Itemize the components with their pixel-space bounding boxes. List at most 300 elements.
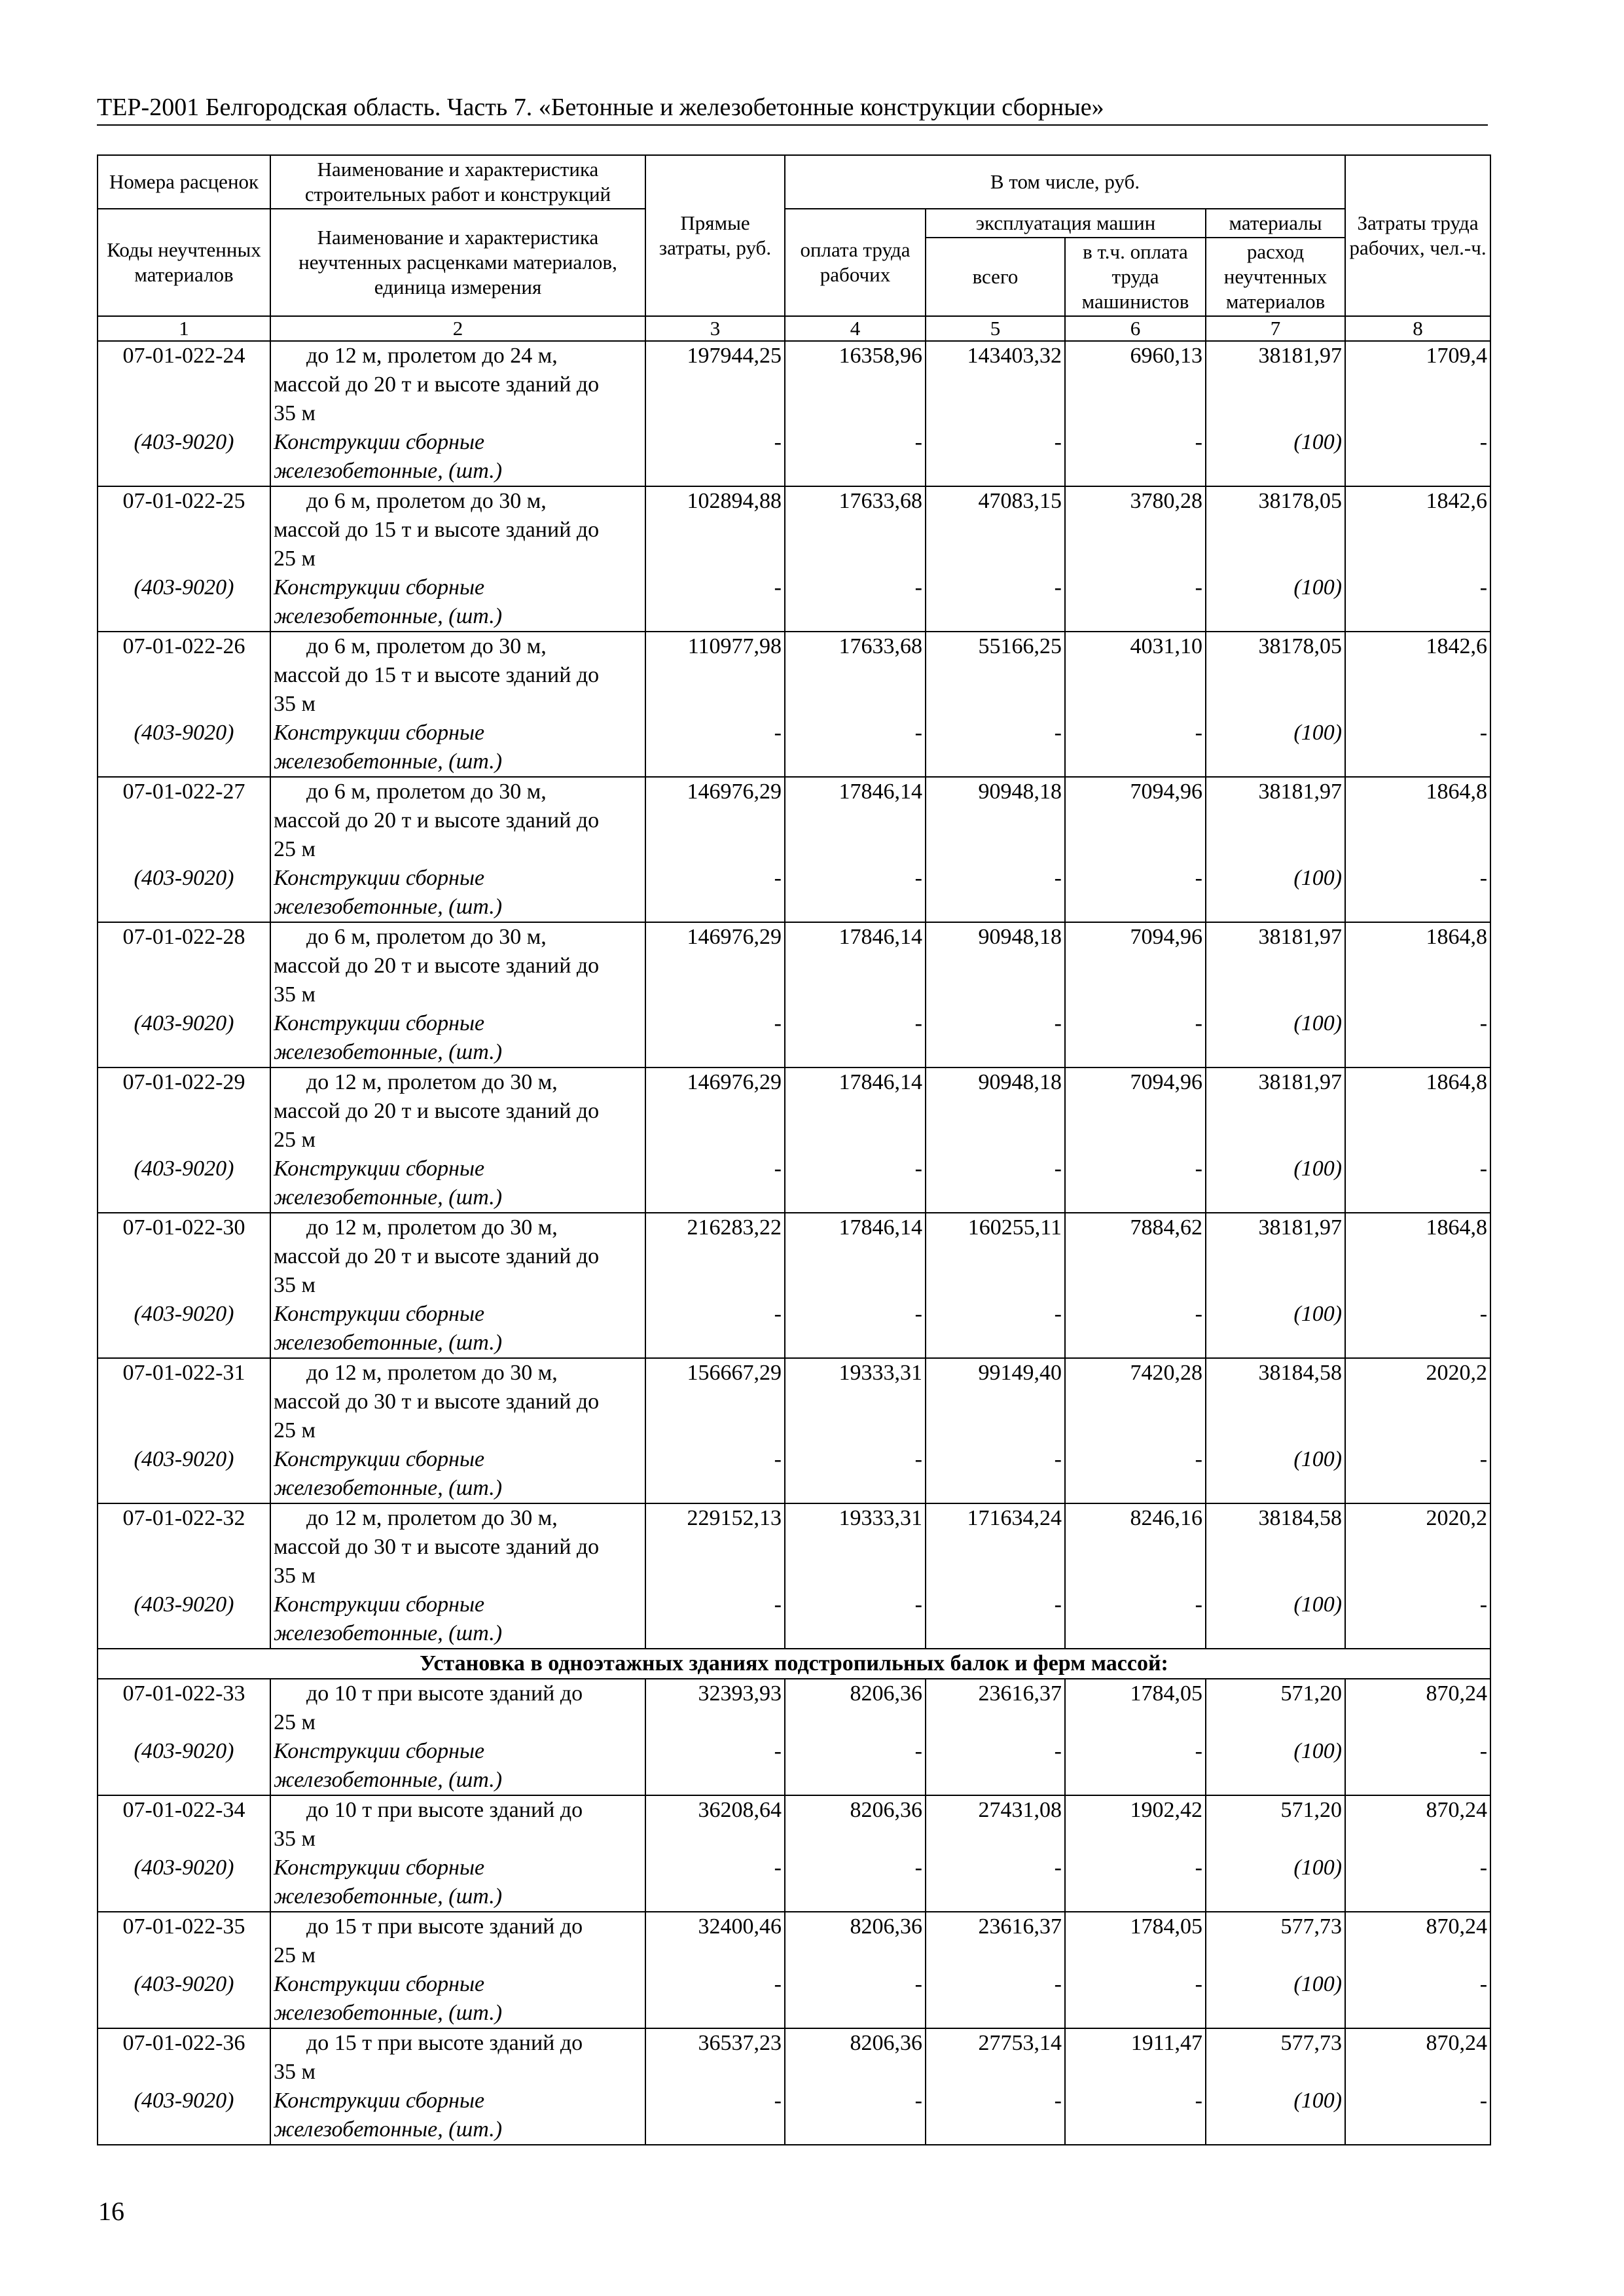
direct-costs-value: 110977,98	[687, 634, 782, 658]
materials-cell	[1206, 2028, 1345, 2145]
material-description-line: железобетонные, (шт.)	[274, 749, 503, 774]
worker-pay-cell	[785, 1213, 926, 1358]
machines-total-value: 90948,18	[978, 780, 1062, 804]
work-description-line: массой до 15 т и высоте зданий до	[274, 518, 600, 542]
worker-pay-cell	[785, 1358, 926, 1503]
labor-hours-cell	[1345, 1679, 1490, 1795]
description-cell	[270, 1067, 645, 1213]
machinist-pay-material-value: -	[1195, 1856, 1202, 1880]
material-code: (403-9020)	[134, 1011, 234, 1035]
work-description-line: 35 м	[274, 692, 316, 716]
work-description-line: 35 м	[274, 1273, 316, 1297]
worker-pay-value: 8206,36	[850, 1798, 922, 1822]
machines-total-material-value: -	[1054, 430, 1062, 454]
materials-cell	[1206, 1213, 1345, 1358]
rate-code: 07-01-022-25	[122, 489, 245, 513]
direct-costs-value: 229152,13	[687, 1506, 782, 1530]
column-number: 4	[785, 316, 926, 341]
description-cell	[270, 1503, 645, 1649]
direct-costs-value: 146976,29	[687, 1070, 782, 1094]
worker-pay-cell	[785, 922, 926, 1067]
table-row	[98, 922, 1490, 1067]
worker-pay-material-value: -	[914, 1592, 922, 1617]
material-description-line: Конструкции сборные	[274, 1302, 485, 1326]
direct-costs-material-value: -	[774, 1302, 782, 1326]
work-description-line: до 12 м, пролетом до 30 м,	[306, 1506, 558, 1530]
materials-value: 577,73	[1280, 2031, 1343, 2055]
worker-pay-material-value: -	[914, 1972, 922, 1996]
machines-total-cell	[926, 1679, 1065, 1795]
material-code: (403-9020)	[134, 575, 234, 600]
worker-pay-material-value: -	[914, 1302, 922, 1326]
material-description-line: Конструкции сборные	[274, 1739, 485, 1763]
worker-pay-material-value: -	[914, 430, 922, 454]
machinist-pay-material-value: -	[1195, 2089, 1202, 2113]
machines-total-material-value: -	[1054, 1011, 1062, 1035]
description-cell	[270, 632, 645, 777]
machines-total-material-value: -	[1054, 1972, 1062, 1996]
table-row	[98, 1503, 1490, 1649]
labor-hours-material-value: -	[1479, 575, 1488, 600]
rates-table	[97, 154, 1491, 2145]
machinist-pay-cell	[1065, 1679, 1206, 1795]
materials-material-value: (100)	[1293, 1157, 1343, 1181]
material-code: (403-9020)	[134, 1972, 234, 1996]
direct-costs-value: 216283,22	[687, 1215, 782, 1240]
header-rate-numbers: Номера расценок	[98, 155, 270, 209]
machines-total-cell	[926, 1358, 1065, 1503]
direct-costs-value: 32393,93	[698, 1681, 782, 1706]
machinist-pay-value: 1784,05	[1130, 1914, 1202, 1939]
work-description-line: 25 м	[274, 1418, 316, 1443]
materials-value: 38181,97	[1258, 1070, 1343, 1094]
header-direct-costs: Прямые затраты, руб.	[645, 155, 785, 316]
rate-code: 07-01-022-32	[122, 1506, 245, 1530]
direct-costs-value: 156667,29	[687, 1361, 782, 1385]
rate-code: 07-01-022-35	[122, 1914, 245, 1939]
work-description-line: 35 м	[274, 401, 316, 425]
machines-total-material-value: -	[1054, 866, 1062, 890]
rate-code: 07-01-022-36	[122, 2031, 245, 2055]
labor-hours-cell	[1345, 1213, 1490, 1358]
material-description-line: Конструкции сборные	[274, 866, 485, 890]
materials-material-value: (100)	[1293, 1739, 1343, 1763]
table-row	[98, 2028, 1490, 2145]
labor-hours-value: 870,24	[1426, 1914, 1488, 1939]
description-cell	[270, 2028, 645, 2145]
labor-hours-cell	[1345, 1358, 1490, 1503]
material-description-line: железобетонные, (шт.)	[274, 1621, 503, 1645]
worker-pay-material-value: -	[914, 1011, 922, 1035]
rate-code: 07-01-022-31	[122, 1361, 245, 1385]
machines-total-value: 47083,15	[978, 489, 1062, 513]
material-description-line: железобетонные, (шт.)	[274, 1185, 503, 1210]
labor-hours-value: 1864,8	[1426, 1215, 1488, 1240]
direct-costs-material-value: -	[774, 1157, 782, 1181]
section-title: Установка в одноэтажных зданиях подстропильных балок и ферм массой:	[98, 1649, 1490, 1679]
direct-costs-material-value: -	[774, 1011, 782, 1035]
worker-pay-value: 8206,36	[850, 1681, 922, 1706]
machines-total-cell	[926, 632, 1065, 777]
machines-total-material-value: -	[1054, 1302, 1062, 1326]
table-row	[98, 777, 1490, 922]
material-description-line: Конструкции сборные	[274, 1972, 485, 1996]
worker-pay-material-value: -	[914, 721, 922, 745]
worker-pay-cell	[785, 1067, 926, 1213]
page-title: ТЕР-2001 Белгородская область. Часть 7. «Бетонные и железобетонные конструкции сборные»	[97, 93, 1488, 126]
header-including: В том числе, руб.	[785, 155, 1345, 209]
materials-value: 38184,58	[1258, 1506, 1343, 1530]
labor-hours-value: 1864,8	[1426, 1070, 1488, 1094]
labor-hours-cell	[1345, 486, 1490, 632]
work-description-line: до 12 м, пролетом до 30 м,	[306, 1215, 558, 1240]
labor-hours-value: 1864,8	[1426, 780, 1488, 804]
labor-hours-material-value: -	[1479, 430, 1488, 454]
material-description-line: Конструкции сборные	[274, 2089, 485, 2113]
labor-hours-value: 870,24	[1426, 1681, 1488, 1706]
materials-value: 38178,05	[1258, 489, 1343, 513]
labor-hours-cell	[1345, 2028, 1490, 2145]
labor-hours-value: 2020,2	[1426, 1361, 1488, 1385]
material-description-line: Конструкции сборные	[274, 1011, 485, 1035]
rate-code: 07-01-022-28	[122, 925, 245, 949]
work-description-line: 25 м	[274, 1128, 316, 1152]
material-code: (403-9020)	[134, 1592, 234, 1617]
machines-total-value: 90948,18	[978, 1070, 1062, 1094]
description-cell	[270, 922, 645, 1067]
labor-hours-value: 1842,6	[1426, 634, 1488, 658]
direct-costs-value: 32400,46	[698, 1914, 782, 1939]
work-description-line: 35 м	[274, 982, 316, 1007]
work-description-line: до 6 м, пролетом до 30 м,	[306, 489, 547, 513]
rate-code: 07-01-022-33	[122, 1681, 245, 1706]
machinist-pay-cell	[1065, 1795, 1206, 1912]
description-cell	[270, 1795, 645, 1912]
machinist-pay-material-value: -	[1195, 430, 1202, 454]
materials-value: 38181,97	[1258, 780, 1343, 804]
rate-code-cell	[98, 632, 270, 777]
machinist-pay-value: 7094,96	[1130, 780, 1202, 804]
direct-costs-cell	[645, 1912, 785, 2028]
table-row	[98, 1679, 1490, 1795]
material-description-line: железобетонные, (шт.)	[274, 1768, 503, 1792]
materials-cell	[1206, 1503, 1345, 1649]
work-description-line: 25 м	[274, 837, 316, 861]
machinist-pay-material-value: -	[1195, 1302, 1202, 1326]
material-description-line: железобетонные, (шт.)	[274, 2117, 503, 2142]
worker-pay-cell	[785, 341, 926, 486]
table-row	[98, 1912, 1490, 2028]
worker-pay-material-value: -	[914, 1157, 922, 1181]
worker-pay-cell	[785, 1679, 926, 1795]
worker-pay-value: 8206,36	[850, 2031, 922, 2055]
direct-costs-material-value: -	[774, 2089, 782, 2113]
material-code: (403-9020)	[134, 430, 234, 454]
header-machines-total: всего	[926, 238, 1065, 316]
material-description-line: железобетонные, (шт.)	[274, 1884, 503, 1909]
material-code: (403-9020)	[134, 721, 234, 745]
machinist-pay-value: 7094,96	[1130, 925, 1202, 949]
materials-value: 38181,97	[1258, 1215, 1343, 1240]
machinist-pay-value: 7094,96	[1130, 1070, 1202, 1094]
labor-hours-material-value: -	[1479, 1157, 1488, 1181]
machines-total-cell	[926, 1912, 1065, 2028]
header-machines: эксплуатация машин	[926, 209, 1206, 238]
machinist-pay-material-value: -	[1195, 1447, 1202, 1471]
labor-hours-material-value: -	[1479, 721, 1488, 745]
section-row	[98, 1649, 1490, 1679]
machinist-pay-cell	[1065, 1213, 1206, 1358]
machinist-pay-cell	[1065, 922, 1206, 1067]
machines-total-cell	[926, 1213, 1065, 1358]
labor-hours-material-value: -	[1479, 1447, 1488, 1471]
rate-code-cell	[98, 1795, 270, 1912]
worker-pay-cell	[785, 486, 926, 632]
machinist-pay-cell	[1065, 1067, 1206, 1213]
rate-code-cell	[98, 777, 270, 922]
worker-pay-value: 17633,68	[839, 634, 922, 658]
materials-cell	[1206, 486, 1345, 632]
worker-pay-material-value: -	[914, 866, 922, 890]
worker-pay-cell	[785, 1912, 926, 2028]
machines-total-value: 171634,24	[967, 1506, 1062, 1530]
machines-total-value: 99149,40	[978, 1361, 1062, 1385]
direct-costs-value: 36537,23	[698, 2031, 782, 2055]
machines-total-value: 90948,18	[978, 925, 1062, 949]
column-number: 3	[645, 316, 785, 341]
labor-hours-value: 1709,4	[1426, 344, 1488, 368]
description-cell	[270, 1912, 645, 2028]
direct-costs-material-value: -	[774, 1592, 782, 1617]
table-row	[98, 1213, 1490, 1358]
materials-material-value: (100)	[1293, 1856, 1343, 1880]
labor-hours-material-value: -	[1479, 1972, 1488, 1996]
labor-hours-cell	[1345, 777, 1490, 922]
direct-costs-material-value: -	[774, 1856, 782, 1880]
work-description-line: до 12 м, пролетом до 24 м,	[306, 344, 558, 368]
direct-costs-material-value: -	[774, 721, 782, 745]
machines-total-value: 143403,32	[967, 344, 1062, 368]
machines-total-material-value: -	[1054, 1447, 1062, 1471]
machines-total-material-value: -	[1054, 575, 1062, 600]
machines-total-material-value: -	[1054, 1739, 1062, 1763]
rate-code: 07-01-022-24	[122, 344, 245, 368]
rate-code-cell	[98, 2028, 270, 2145]
rate-code: 07-01-022-30	[122, 1215, 245, 1240]
materials-material-value: (100)	[1293, 1447, 1343, 1471]
materials-cell	[1206, 1358, 1345, 1503]
materials-material-value: (100)	[1293, 1302, 1343, 1326]
labor-hours-cell	[1345, 1503, 1490, 1649]
material-description-line: Конструкции сборные	[274, 1447, 485, 1471]
description-cell	[270, 341, 645, 486]
direct-costs-value: 36208,64	[698, 1798, 782, 1822]
machinist-pay-material-value: -	[1195, 721, 1202, 745]
material-description-line: Конструкции сборные	[274, 1856, 485, 1880]
machines-total-value: 23616,37	[978, 1681, 1062, 1706]
worker-pay-material-value: -	[914, 575, 922, 600]
header-materials: материалы	[1206, 209, 1345, 238]
materials-material-value: (100)	[1293, 866, 1343, 890]
direct-costs-cell	[645, 1213, 785, 1358]
material-description-line: Конструкции сборные	[274, 1157, 485, 1181]
direct-costs-cell	[645, 922, 785, 1067]
materials-cell	[1206, 1795, 1345, 1912]
direct-costs-cell	[645, 1067, 785, 1213]
description-cell	[270, 486, 645, 632]
labor-hours-cell	[1345, 1912, 1490, 2028]
direct-costs-value: 146976,29	[687, 925, 782, 949]
direct-costs-cell	[645, 341, 785, 486]
rate-code: 07-01-022-34	[122, 1798, 245, 1822]
machines-total-cell	[926, 341, 1065, 486]
machinist-pay-value: 1911,47	[1130, 2031, 1202, 2055]
materials-material-value: (100)	[1293, 430, 1343, 454]
material-code: (403-9020)	[134, 1739, 234, 1763]
material-description-line: железобетонные, (шт.)	[274, 1476, 503, 1500]
table-body-2	[98, 1679, 1490, 2145]
machines-total-cell	[926, 922, 1065, 1067]
description-cell	[270, 1358, 645, 1503]
machinist-pay-value: 8246,16	[1130, 1506, 1202, 1530]
rate-code-cell	[98, 1912, 270, 2028]
machinist-pay-material-value: -	[1195, 1157, 1202, 1181]
machines-total-value: 160255,11	[967, 1215, 1062, 1240]
materials-material-value: (100)	[1293, 1592, 1343, 1617]
machinist-pay-cell	[1065, 1912, 1206, 2028]
work-description-line: массой до 20 т и высоте зданий до	[274, 808, 600, 833]
material-code: (403-9020)	[134, 866, 234, 890]
direct-costs-cell	[645, 1503, 785, 1649]
rate-code-cell	[98, 1358, 270, 1503]
materials-value: 38184,58	[1258, 1361, 1343, 1385]
machinist-pay-value: 1902,42	[1130, 1798, 1202, 1822]
materials-value: 571,20	[1280, 1798, 1343, 1822]
materials-value: 571,20	[1280, 1681, 1343, 1706]
work-description-line: до 10 т при высоте зданий до	[306, 1681, 583, 1706]
machinist-pay-cell	[1065, 777, 1206, 922]
materials-material-value: (100)	[1293, 721, 1343, 745]
direct-costs-material-value: -	[774, 866, 782, 890]
column-number: 6	[1065, 316, 1206, 341]
column-number: 2	[270, 316, 645, 341]
materials-cell	[1206, 1067, 1345, 1213]
machines-total-cell	[926, 777, 1065, 922]
header-machinist-pay: в т.ч. оплата труда машинистов	[1065, 238, 1206, 316]
direct-costs-value: 146976,29	[687, 780, 782, 804]
direct-costs-cell	[645, 1679, 785, 1795]
table-row	[98, 486, 1490, 632]
materials-material-value: (100)	[1293, 1011, 1343, 1035]
worker-pay-cell	[785, 2028, 926, 2145]
materials-material-value: (100)	[1293, 2089, 1343, 2113]
rate-code-cell	[98, 1679, 270, 1795]
rate-code: 07-01-022-26	[122, 634, 245, 658]
work-description-line: до 12 м, пролетом до 30 м,	[306, 1070, 558, 1094]
materials-value: 38178,05	[1258, 634, 1343, 658]
materials-value: 38181,97	[1258, 344, 1343, 368]
direct-costs-material-value: -	[774, 430, 782, 454]
machinist-pay-cell	[1065, 2028, 1206, 2145]
material-description-line: Конструкции сборные	[274, 721, 485, 745]
worker-pay-value: 16358,96	[839, 344, 922, 368]
machines-total-value: 27753,14	[978, 2031, 1062, 2055]
work-description-line: 35 м	[274, 1564, 316, 1588]
material-description-line: железобетонные, (шт.)	[274, 2001, 503, 2025]
column-number: 8	[1345, 316, 1490, 341]
worker-pay-value: 19333,31	[839, 1506, 922, 1530]
work-description-line: 25 м	[274, 1710, 316, 1734]
work-description-line: 35 м	[274, 2060, 316, 2084]
machinist-pay-cell	[1065, 1503, 1206, 1649]
direct-costs-material-value: -	[774, 575, 782, 600]
machines-total-cell	[926, 1795, 1065, 1912]
direct-costs-material-value: -	[774, 1739, 782, 1763]
work-description-line: до 15 т при высоте зданий до	[306, 2031, 583, 2055]
labor-hours-value: 2020,2	[1426, 1506, 1488, 1530]
direct-costs-cell	[645, 486, 785, 632]
machinist-pay-value: 7420,28	[1130, 1361, 1202, 1385]
material-code: (403-9020)	[134, 2089, 234, 2113]
materials-value: 577,73	[1280, 1914, 1343, 1939]
direct-costs-cell	[645, 2028, 785, 2145]
header-worker-pay: оплата труда рабочих	[785, 209, 926, 316]
rate-code-cell	[98, 1067, 270, 1213]
work-description-line: до 6 м, пролетом до 30 м,	[306, 634, 547, 658]
labor-hours-cell	[1345, 632, 1490, 777]
machines-total-material-value: -	[1054, 1856, 1062, 1880]
worker-pay-value: 17633,68	[839, 489, 922, 513]
materials-cell	[1206, 632, 1345, 777]
material-description-line: Конструкции сборные	[274, 1592, 485, 1617]
material-description-line: железобетонные, (шт.)	[274, 1040, 503, 1064]
header-material-codes: Коды неучтенных материалов	[98, 209, 270, 316]
material-description-line: железобетонные, (шт.)	[274, 604, 503, 628]
work-description-line: массой до 20 т и высоте зданий до	[274, 1099, 600, 1123]
materials-cell	[1206, 922, 1345, 1067]
material-description-line: железобетонные, (шт.)	[274, 459, 503, 483]
description-cell	[270, 777, 645, 922]
material-description-line: железобетонные, (шт.)	[274, 895, 503, 919]
worker-pay-material-value: -	[914, 1447, 922, 1471]
column-number: 7	[1206, 316, 1345, 341]
machinist-pay-material-value: -	[1195, 1592, 1202, 1617]
worker-pay-material-value: -	[914, 1856, 922, 1880]
work-description-line: массой до 20 т и высоте зданий до	[274, 372, 600, 397]
machinist-pay-value: 1784,05	[1130, 1681, 1202, 1706]
work-description-line: 25 м	[274, 1943, 316, 1967]
materials-cell	[1206, 1679, 1345, 1795]
direct-costs-cell	[645, 1358, 785, 1503]
work-description-line: массой до 20 т и высоте зданий до	[274, 1244, 600, 1268]
machinist-pay-value: 7884,62	[1130, 1215, 1202, 1240]
machines-total-material-value: -	[1054, 721, 1062, 745]
table-row	[98, 1067, 1490, 1213]
machines-total-material-value: -	[1054, 1157, 1062, 1181]
direct-costs-value: 197944,25	[687, 344, 782, 368]
machines-total-cell	[926, 2028, 1065, 2145]
worker-pay-value: 17846,14	[839, 780, 922, 804]
machinist-pay-material-value: -	[1195, 866, 1202, 890]
work-description-line: 35 м	[274, 1827, 316, 1851]
worker-pay-material-value: -	[914, 2089, 922, 2113]
materials-material-value: (100)	[1293, 575, 1343, 600]
rate-code-cell	[98, 486, 270, 632]
materials-cell	[1206, 1912, 1345, 2028]
machinist-pay-value: 6960,13	[1130, 344, 1202, 368]
machinist-pay-value: 3780,28	[1130, 489, 1202, 513]
machines-total-material-value: -	[1054, 1592, 1062, 1617]
